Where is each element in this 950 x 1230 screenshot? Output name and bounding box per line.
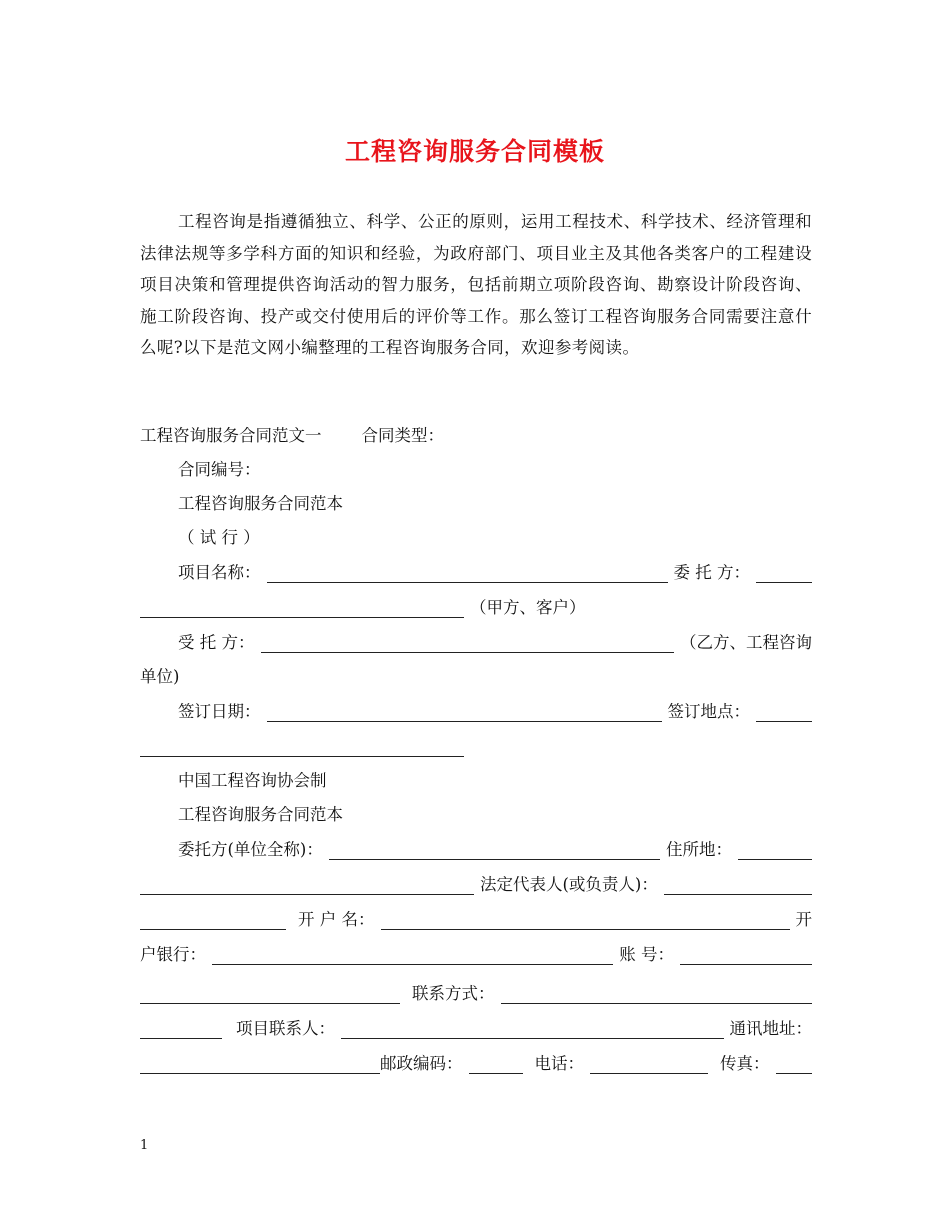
fax-field[interactable] — [776, 1056, 813, 1074]
account-name-row — [140, 908, 812, 932]
contractor-field[interactable] — [261, 635, 675, 653]
contract-template-name: 工程咨询服务合同范本 — [178, 494, 343, 513]
contractor-cont-row — [140, 665, 812, 689]
contract-number-label: 合同编号： — [178, 460, 261, 479]
legal-rep-label: 法定代表人(或负责人)： — [480, 875, 658, 894]
client-field[interactable] — [756, 565, 812, 583]
issuer-row — [140, 769, 812, 793]
client-fullname-field[interactable] — [329, 842, 660, 860]
account-no-field-cont[interactable] — [140, 986, 400, 1004]
contractor-row — [140, 631, 812, 655]
contact-method-field-cont[interactable] — [140, 1021, 222, 1039]
contract-template-name-2: 工程咨询服务合同范本 — [178, 805, 343, 824]
project-name-label: 项目名称： — [178, 563, 261, 582]
address-field-cont[interactable] — [140, 877, 474, 895]
postcode-field[interactable] — [469, 1056, 523, 1074]
legal-rep-field[interactable] — [664, 877, 812, 895]
page-number: 1 — [140, 1138, 149, 1153]
account-no-label: 账 号： — [619, 945, 674, 964]
mailing-address-field[interactable] — [140, 1056, 380, 1074]
client-cont-row — [140, 596, 812, 620]
client-field-cont[interactable] — [140, 600, 464, 618]
project-contact-label: 项目联系人： — [236, 1019, 335, 1038]
bank-label-start: 开 — [795, 910, 812, 929]
project-name-row — [140, 561, 812, 585]
client-label: 委 托 方： — [673, 563, 750, 582]
client-fullname-label: 委托方(单位全称)： — [178, 840, 323, 859]
template-name-row — [140, 492, 812, 516]
account-no-field[interactable] — [680, 947, 812, 965]
contact-method-label: 联系方式： — [412, 984, 495, 1003]
project-contact-field[interactable] — [341, 1021, 724, 1039]
intro-paragraph: 工程咨询是指遵循独立、科学、公正的原则，运用工程技术、科学技术、经济管理和法律法规等多学科方面的知识和经验，为政府部门、项目业主及其他各类客户的工程建设项目决策和管理提供咨询活动的智力服务，包括前期立项阶段咨询、勘察设计阶段咨询、施工阶段咨询、投产或交付使用后的评价等工作。那么签订工程咨询服务合同需要注意什么呢?以下是范文网小编整理的工程咨询服务合同，欢迎参考阅读。 — [140, 212, 812, 357]
contractor-label: 受 托 方： — [178, 633, 255, 652]
sign-date-field[interactable] — [267, 704, 662, 722]
client-note: （甲方、客户） — [470, 598, 586, 617]
contractor-note: （乙方、工程咨询 — [680, 633, 812, 652]
contact-method-field[interactable] — [501, 986, 813, 1004]
bank-field[interactable] — [212, 947, 613, 965]
legal-rep-row — [140, 873, 812, 897]
trial-note: （ 试 行 ） — [178, 528, 260, 547]
template-name-row-2 — [140, 803, 812, 827]
sample-heading: 工程咨询服务合同范文一 — [140, 426, 322, 445]
client-fullname-row — [140, 838, 812, 862]
trial-row — [140, 526, 812, 550]
account-name-field[interactable] — [381, 912, 790, 930]
bank-label-end: 户银行： — [140, 945, 206, 964]
fax-label: 传真： — [720, 1054, 770, 1073]
sign-date-row — [140, 700, 812, 724]
bank-row — [140, 943, 812, 967]
contact-method-row — [140, 982, 812, 1006]
phone-label: 电话： — [534, 1054, 584, 1073]
contract-number-row — [140, 458, 812, 482]
sign-place-label: 签订地点： — [667, 702, 750, 721]
sign-date-label: 签订日期： — [178, 702, 261, 721]
account-name-label: 开 户 名： — [298, 910, 375, 929]
sign-place-cont-row — [140, 735, 812, 759]
sign-place-field[interactable] — [756, 704, 812, 722]
sample-heading-row — [140, 424, 812, 448]
project-contact-row — [140, 1017, 812, 1041]
contractor-note-cont: 单位) — [140, 667, 180, 686]
address-field[interactable] — [738, 842, 812, 860]
phone-field[interactable] — [590, 1056, 708, 1074]
contract-type-label: 合同类型： — [361, 426, 444, 445]
legal-rep-field-cont[interactable] — [140, 912, 286, 930]
project-name-field[interactable] — [267, 565, 668, 583]
issuer: 中国工程咨询协会制 — [178, 771, 327, 790]
postcode-row — [140, 1052, 812, 1076]
page-title: 工程咨询服务合同模板 — [344, 137, 605, 166]
sign-place-field-cont[interactable] — [140, 739, 464, 757]
address-label: 住所地： — [666, 840, 732, 859]
mailing-address-label: 通讯地址： — [729, 1019, 812, 1038]
postcode-label: 邮政编码： — [380, 1054, 463, 1073]
